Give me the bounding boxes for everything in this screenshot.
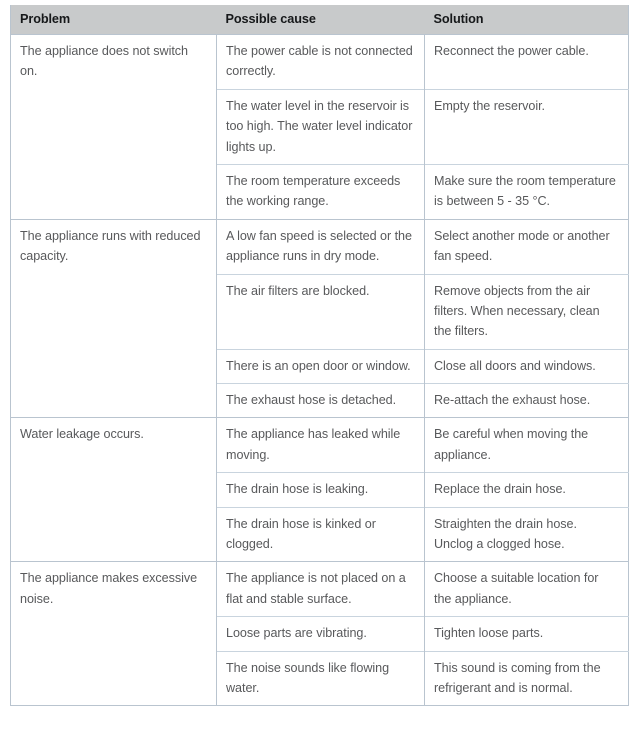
table-body [11,35,629,706]
cell-possible-cause: Loose parts are vibrating. [217,617,425,651]
table-row [11,219,629,274]
cell-solution: Empty the reservoir. [425,89,629,164]
cell-possible-cause: The noise sounds like flowing water. [217,651,425,706]
table-row [11,35,629,90]
cell-solution: Tighten loose parts. [425,617,629,651]
cell-possible-cause: The exhaust hose is detached. [217,384,425,418]
cell-possible-cause: The air filters are blocked. [217,274,425,349]
cell-solution: Make sure the room temperature is between 5 - 35 °C. [425,164,629,219]
cell-possible-cause: There is an open door or window. [217,349,425,383]
cell-solution: Choose a suitable location for the appliance. [425,562,629,617]
column-header-possible-cause: Possible cause [217,5,425,35]
cell-problem: The appliance does not switch on. [11,35,217,220]
table-header [11,5,629,35]
cell-possible-cause: The water level in the reservoir is too high. The water level indicator lights up. [217,89,425,164]
cell-solution: Select another mode or another fan speed. [425,219,629,274]
troubleshooting-table [10,5,629,706]
table-row [11,562,629,617]
cell-possible-cause: A low fan speed is selected or the appliance runs in dry mode. [217,219,425,274]
column-header-problem: Problem [11,5,217,35]
cell-solution: Be careful when moving the appliance. [425,418,629,473]
cell-problem: The appliance runs with reduced capacity. [11,219,217,418]
cell-possible-cause: The power cable is not connected correctly. [217,35,425,90]
cell-possible-cause: The appliance is not placed on a flat and stable surface. [217,562,425,617]
cell-possible-cause: The drain hose is kinked or clogged. [217,507,425,562]
table-row [11,418,629,473]
cell-possible-cause: The room temperature exceeds the working range. [217,164,425,219]
column-header-solution: Solution [425,5,629,35]
cell-solution: Re-attach the exhaust hose. [425,384,629,418]
cell-solution: Straighten the drain hose. Unclog a clogged hose. [425,507,629,562]
header-row [11,5,629,35]
cell-solution: Reconnect the power cable. [434,44,589,58]
cell-solution: Replace the drain hose. [425,473,629,507]
cell-problem: The appliance makes excessive noise. [11,562,217,706]
cell-solution: This sound is coming from the refrigerant and is normal. [425,651,629,706]
cell-problem: Water leakage occurs. [11,418,217,562]
cell-possible-cause: The drain hose is leaking. [217,473,425,507]
cell-possible-cause: The appliance has leaked while moving. [217,418,425,473]
troubleshooting-table-container [10,5,628,706]
cell-solution: Close all doors and windows. [425,349,629,383]
cell-solution: Remove objects from the air filters. When necessary, clean the filters. [425,274,629,349]
